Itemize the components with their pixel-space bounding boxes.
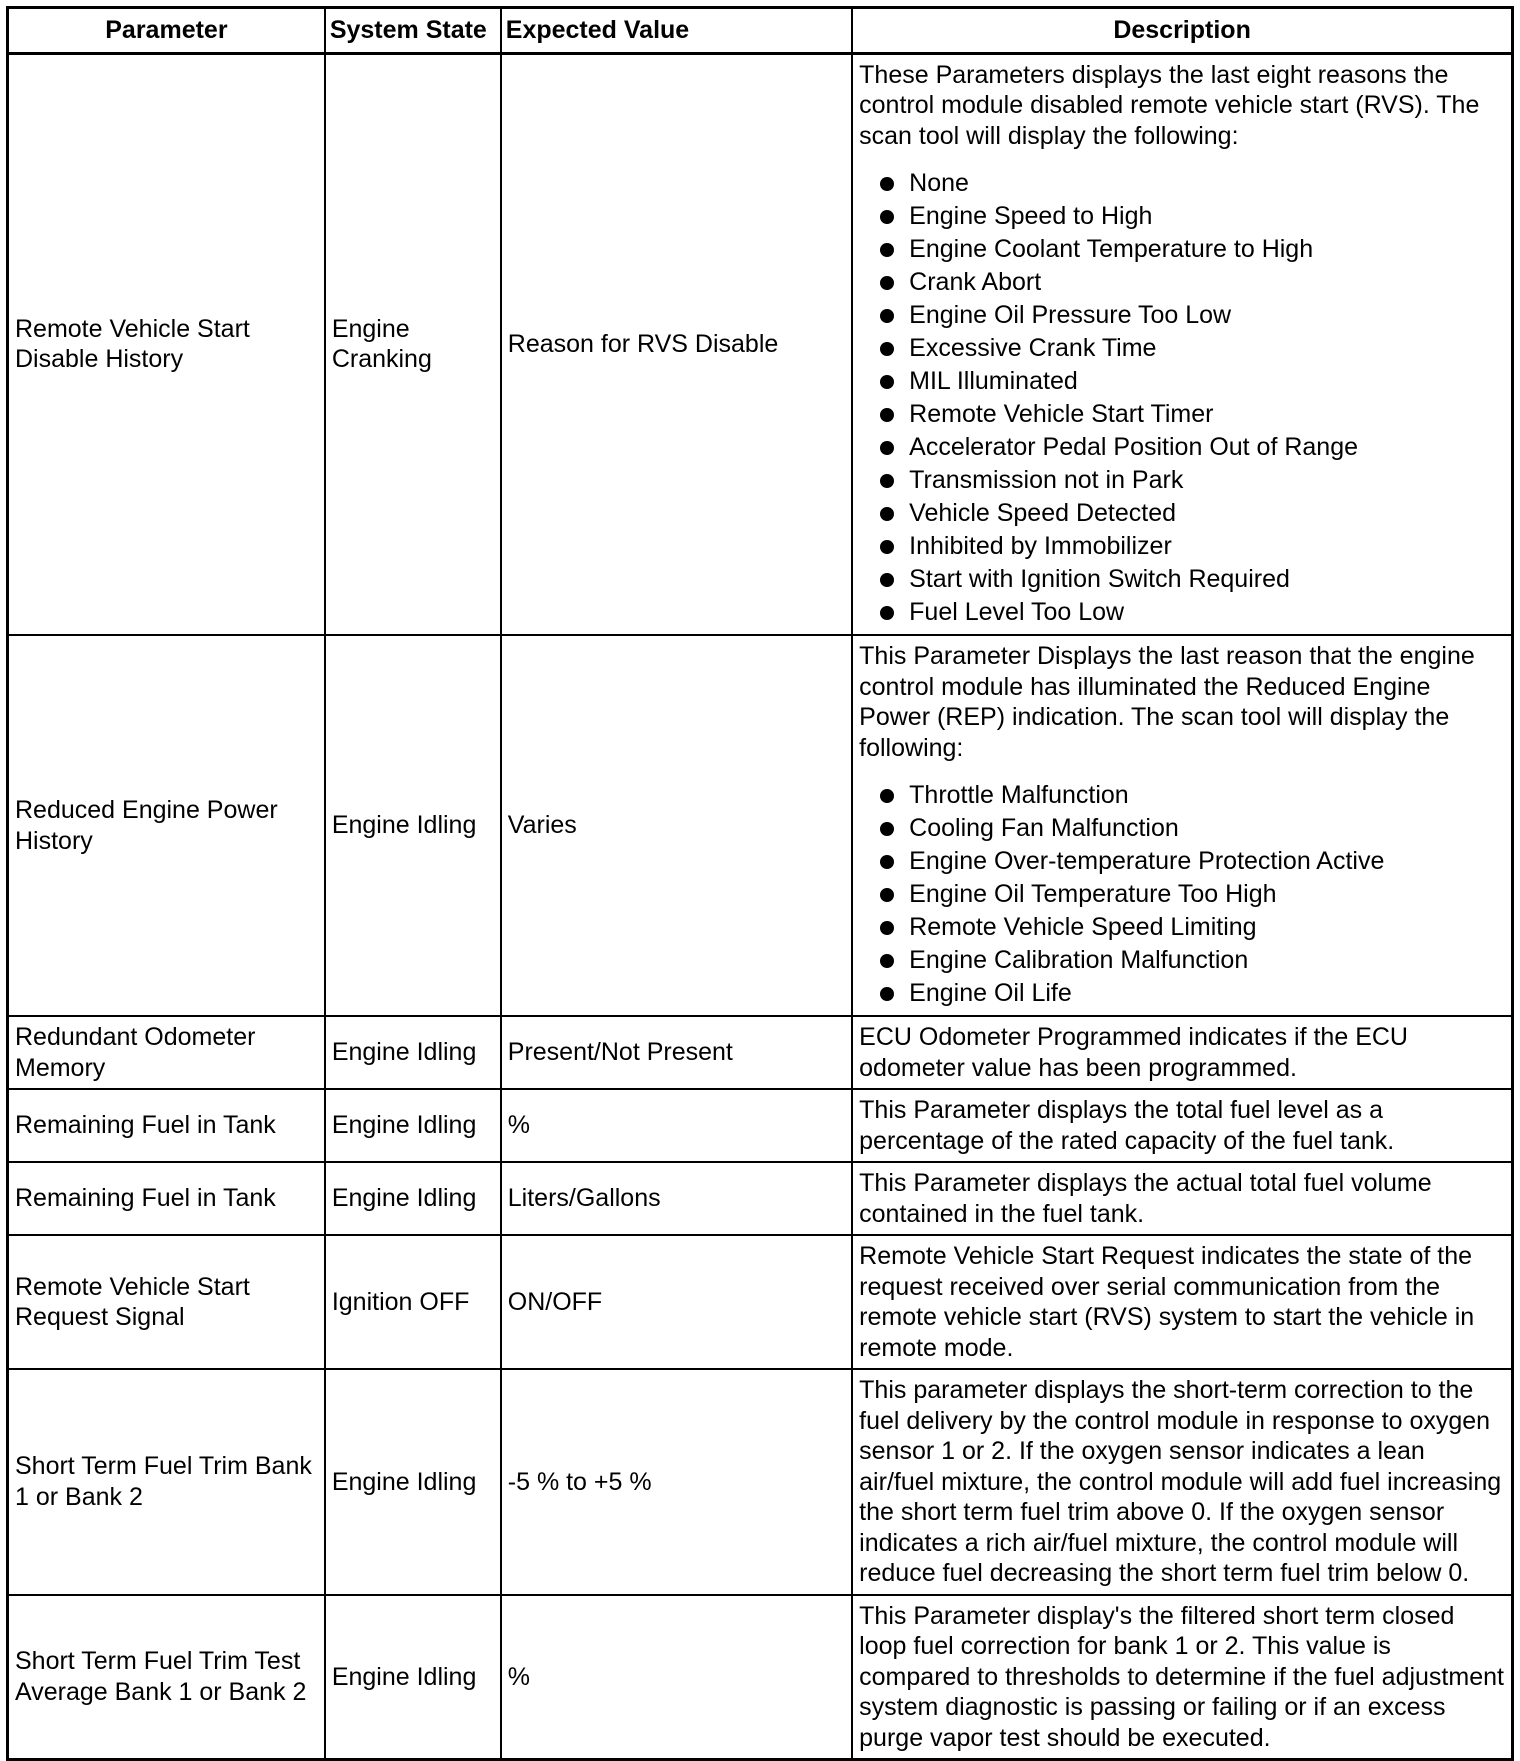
bullet-icon [880, 822, 894, 836]
bullet-list [859, 779, 1505, 1010]
bullet-icon [880, 243, 894, 257]
cell-parameter: Short Term Fuel Trim Bank 1 or Bank 2 [8, 1369, 325, 1595]
list-item-label: Accelerator Pedal Position Out of Range [909, 433, 1359, 461]
list-item-label: Transmission not in Park [909, 466, 1184, 494]
bullet-icon [880, 342, 894, 356]
cell-parameter: Redundant Odometer Memory [8, 1016, 325, 1089]
list-item-label: Excessive Crank Time [909, 334, 1157, 362]
list-item-label: Fuel Level Too Low [909, 598, 1125, 626]
list-item-label: Engine Calibration Malfunction [909, 946, 1249, 974]
bullet-icon [880, 276, 894, 290]
bullet-icon [880, 408, 894, 422]
list-item-label: Crank Abort [909, 268, 1042, 296]
table-row [8, 1162, 1513, 1235]
cell-parameter: Remaining Fuel in Tank [8, 1162, 325, 1235]
parameter-table [6, 6, 1514, 1761]
table-row [8, 1235, 1513, 1369]
cell-system-state: Engine Idling [325, 1089, 501, 1162]
table-row [8, 1369, 1513, 1595]
list-item [859, 563, 1505, 596]
cell-description: Remote Vehicle Start Request indicates the state of the request received over serial communication from the remote vehicle start (RVS) system to start the vehicle in remote mode. [852, 1235, 1512, 1369]
list-item [859, 497, 1505, 530]
cell-system-state: Engine Idling [325, 635, 501, 1016]
list-item [859, 233, 1505, 266]
cell-parameter: Remaining Fuel in Tank [8, 1089, 325, 1162]
bullet-icon [880, 921, 894, 935]
table-row [8, 53, 1513, 635]
header-system-state: System State [325, 8, 501, 54]
list-item-label: Throttle Malfunction [909, 781, 1129, 809]
cell-description: This parameter displays the short-term correction to the fuel delivery by the control module in response to oxygen sensor 1 or 2. If the oxygen sensor indicates a lean air/fuel mixture, the control module will add fuel increasing the short term fuel trim above 0. If the oxygen sensor indicates a rich air/fuel mixture, the control module will reduce fuel decreasing the short term fuel trim below 0. [852, 1369, 1512, 1595]
cell-system-state: Ignition OFF [325, 1235, 501, 1369]
cell-expected-value: % [501, 1089, 852, 1162]
list-item [859, 845, 1505, 878]
list-item [859, 596, 1505, 629]
table-row [8, 1089, 1513, 1162]
list-item [859, 911, 1505, 944]
bullet-icon [880, 954, 894, 968]
list-item-label: Engine Oil Life [909, 979, 1072, 1007]
list-item-label: Vehicle Speed Detected [909, 499, 1177, 527]
list-item [859, 266, 1505, 299]
description-text: This Parameter Displays the last reason that the engine control module has illuminated the Reduced Engine Power (REP) indication. The scan tool will display the following: [859, 642, 1475, 762]
cell-system-state: Engine Idling [325, 1162, 501, 1235]
description-text: These Parameters displays the last eight reasons the control module disabled remote vehicle start (RVS). The scan tool will display the following: [859, 60, 1480, 150]
list-item [859, 398, 1505, 431]
list-item [859, 167, 1505, 200]
list-item [859, 779, 1505, 812]
list-item-label: Engine Speed to High [909, 202, 1153, 230]
cell-expected-value: Reason for RVS Disable [501, 53, 852, 635]
list-item-label: Engine Oil Pressure Too Low [909, 301, 1232, 329]
list-item-label: MIL Illuminated [909, 367, 1078, 395]
list-item-label: Remote Vehicle Speed Limiting [909, 913, 1257, 941]
list-item-label: Remote Vehicle Start Timer [909, 400, 1214, 428]
cell-description: This Parameter display's the filtered short term closed loop fuel correction for bank 1 or 2. This value is compared to thresholds to determine if the fuel adjustment system diagnostic is passing or failing or if an excess purge vapor test should be executed. [852, 1595, 1512, 1760]
bullet-icon [880, 441, 894, 455]
cell-system-state: Engine Idling [325, 1369, 501, 1595]
cell-expected-value: Present/Not Present [501, 1016, 852, 1089]
list-item [859, 878, 1505, 911]
list-item [859, 431, 1505, 464]
cell-description: This Parameter displays the total fuel level as a percentage of the rated capacity of the fuel tank. [852, 1089, 1512, 1162]
bullet-icon [880, 540, 894, 554]
cell-expected-value: Varies [501, 635, 852, 1016]
table-row [8, 635, 1513, 1016]
list-item [859, 299, 1505, 332]
bullet-icon [880, 888, 894, 902]
list-item [859, 977, 1505, 1010]
cell-description: This Parameter displays the actual total fuel volume contained in the fuel tank. [852, 1162, 1512, 1235]
list-item-label: Engine Oil Temperature Too High [909, 880, 1277, 908]
cell-system-state: Engine Idling [325, 1595, 501, 1760]
list-item-label: Inhibited by Immobilizer [909, 532, 1172, 560]
bullet-icon [880, 507, 894, 521]
list-item [859, 200, 1505, 233]
bullet-list [859, 167, 1505, 629]
cell-parameter: Remote Vehicle Start Request Signal [8, 1235, 325, 1369]
bullet-icon [880, 789, 894, 803]
cell-description [852, 635, 1512, 1016]
cell-expected-value: -5 % to +5 % [501, 1369, 852, 1595]
list-item [859, 464, 1505, 497]
header-expected-value: Expected Value [501, 8, 852, 54]
cell-system-state: Engine Cranking [325, 53, 501, 635]
bullet-icon [880, 573, 894, 587]
list-item-label: Start with Ignition Switch Required [909, 565, 1290, 593]
bullet-icon [880, 606, 894, 620]
cell-parameter: Reduced Engine Power History [8, 635, 325, 1016]
cell-system-state: Engine Idling [325, 1016, 501, 1089]
cell-expected-value: Liters/Gallons [501, 1162, 852, 1235]
cell-parameter: Remote Vehicle Start Disable History [8, 53, 325, 635]
cell-expected-value: % [501, 1595, 852, 1760]
cell-expected-value: ON/OFF [501, 1235, 852, 1369]
bullet-icon [880, 474, 894, 488]
bullet-icon [880, 855, 894, 869]
list-item-label: Engine Coolant Temperature to High [909, 235, 1314, 263]
table-header-row [8, 8, 1513, 54]
table-row [8, 1016, 1513, 1089]
list-item [859, 332, 1505, 365]
bullet-icon [880, 987, 894, 1001]
header-description: Description [852, 8, 1512, 54]
bullet-icon [880, 375, 894, 389]
list-item [859, 365, 1505, 398]
header-parameter: Parameter [8, 8, 325, 54]
cell-parameter: Short Term Fuel Trim Test Average Bank 1 or Bank 2 [8, 1595, 325, 1760]
bullet-icon [880, 210, 894, 224]
list-item-label: None [909, 169, 969, 197]
bullet-icon [880, 309, 894, 323]
bullet-icon [880, 177, 894, 191]
list-item [859, 530, 1505, 563]
list-item-label: Cooling Fan Malfunction [909, 814, 1179, 842]
list-item [859, 944, 1505, 977]
table-row [8, 1595, 1513, 1760]
cell-description: ECU Odometer Programmed indicates if the ECU odometer value has been programmed. [852, 1016, 1512, 1089]
list-item-label: Engine Over-temperature Protection Active [909, 847, 1385, 875]
list-item [859, 812, 1505, 845]
cell-description [852, 53, 1512, 635]
